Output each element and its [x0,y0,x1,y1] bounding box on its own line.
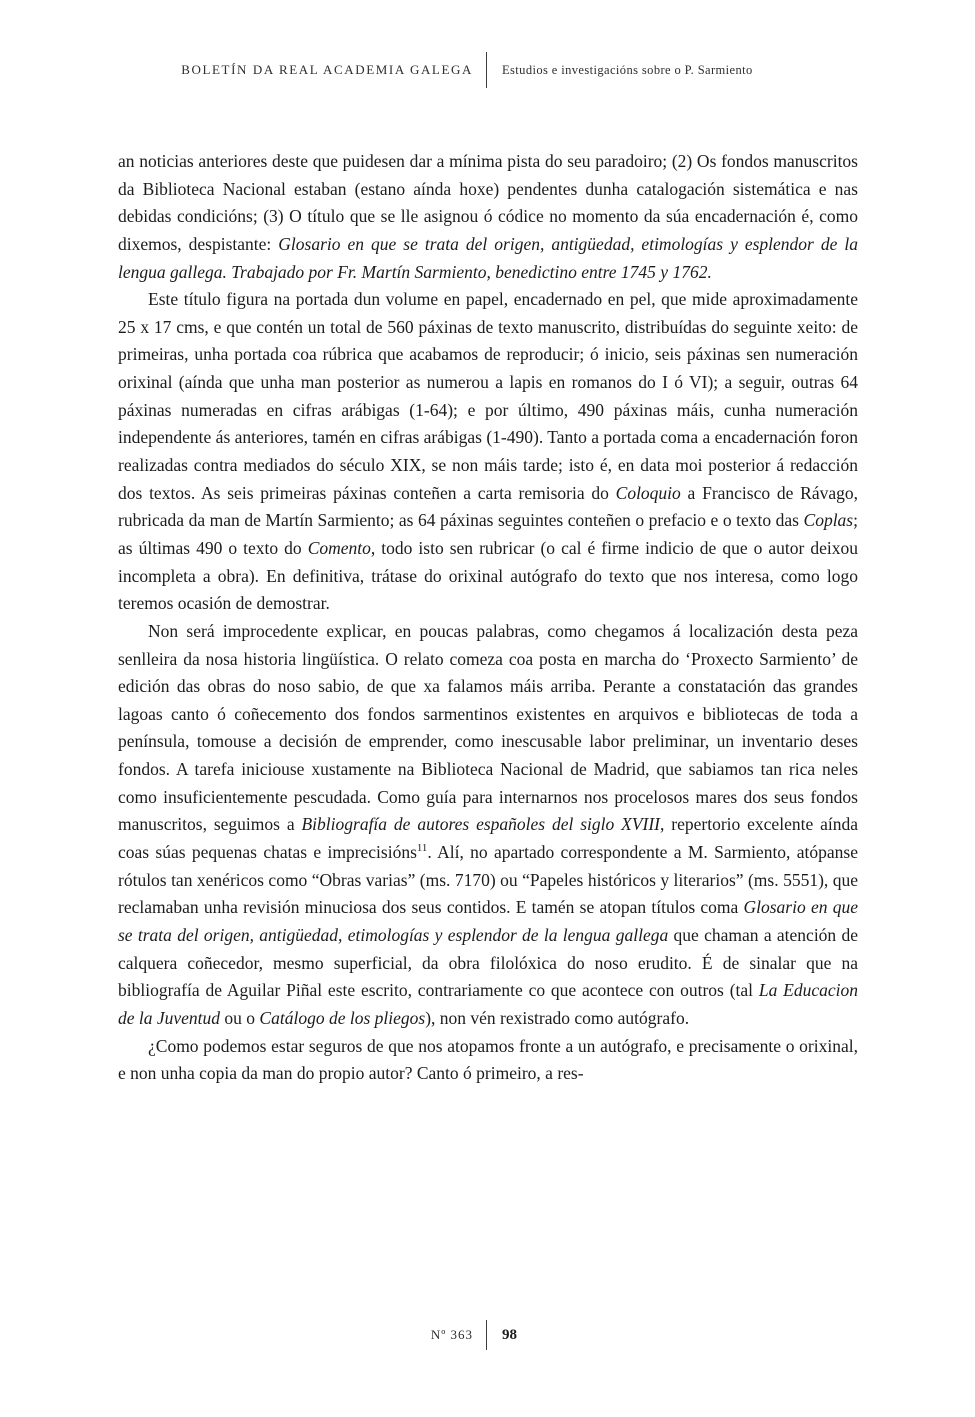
text-run: Non será improcedente explicar, en poucas palabras, como chegamos á localización desta peza senlleira da nosa historia lingüística. O relato comeza coa posta en marcha do ‘Proxecto Sarmiento’ de edición das obras do noso sabio, de que xa falamos máis arriba. Perante a constatación das grandes lagoas canto ó coñecemento dos fondos sarmentinos existentes en arquivos e bibliotecas de toda a península, tomouse a decisión de emprender, como inescusable labor preliminar, un inventario deses fondos. A tarefa iniciouse xustamente na Biblioteca Nacional de Madrid, que sabiamos tan rica neles como insuficientemente pescudada. Como guía para internarnos nos procelosos mares dos seus fondos manuscritos, seguimos a [118,620,858,835]
section-title: Estudios e investigacións sobre o P. Sarmiento [502,62,753,77]
paragraph [118,148,858,286]
italic-run: Comento [307,537,371,558]
text-run: que chaman a atención de calquera coñecedor, mesmo superficial, da obra filolóxica do noso erudito. É de sinalar que na bibliografía de Aguilar Piñal este escrito, contrariamente co que acontece con outros (tal [118,924,858,1001]
text-run: ¿Como podemos estar seguros de que nos atopamos fronte a un autógrafo, e precisamente o orixinal, e non unha copia da man do propio autor? Canto ó primeiro, a res- [118,1035,858,1084]
text-run: . Alí, no apartado correspondente a M. Sarmiento, atópanse rótulos tan xenéricos como “Obras varias” (ms. 7170) ou “Papeles históricos y literarios” (ms. 5551), que reclamaban unha revisión minuciosa dos seus contidos. E tamén se atopan títulos coma [118,842,858,918]
body-text [118,148,858,1088]
text-run: , todo isto sen rubricar (o cal é firme indicio de que o autor deixou incompleta a obra). En definitiva, trátase do orixinal autógrafo do texto que nos interesa, como logo teremos ocasión de demostrar. [118,537,858,614]
italic-run: La Educacion de la Juventud [118,980,858,1028]
italic-run: Glosario en que se trata del origen, antigüedad, etimologías y esplendor de la lengua gallega [118,897,858,945]
italic-run: Catálogo de los pliegos [259,1007,426,1028]
text-run: ; as últimas 490 o texto do [118,510,858,558]
italic-run: Glosario en que se trata del origen, antigüedad, etimologías y esplendor de la lengua gallega. Trabajado por Fr. Martín Sarmiento, benedictino entre 1745 y 1762. [118,233,858,282]
issue-number: Nº 363 [430,1327,473,1342]
journal-title: BOLETÍN DA REAL ACADEMIA GALEGA [181,62,473,77]
italic-run: Bibliografía de autores españoles del siglo XVIII [301,814,661,835]
footnote-reference: 11 [416,842,428,855]
text-run: Este título figura na portada dun volume en papel, encadernado en pel, que mide aproximadamente 25 x 17 cms, e que contén un total de 560 páxinas de texto manuscrito, distribuídas do seguinte xeito: de primeiras, unha portada coa rúbrica que acabamos de reproducir; ó inicio, seis páxinas sen numeración orixinal (aínda que unha man posterior as numerou a lapis en romanos do I ó VI); a seguir, outras 64 páxinas numeradas en cifras arábigas (1-64); e por último, 490 páxinas máis, cunha numeración independente ás anteriores, tamén en cifras arábigas (1-490). Tanto a portada coma a encadernación foron realizadas contra mediados do século XIX, se non máis tarde; isto é, en data moi posterior á redacción dos textos. As seis primeiras páxinas conteñen a carta remisoria do [118,289,858,503]
text-run: ), non vén rexistrado como autógrafo. [425,1007,690,1028]
page-header [0,52,975,88]
page-number: 98 [502,1326,517,1343]
text-run: an noticias anteriores deste que puidesen dar a mínima pista do seu paradoiro; (2) Os fondos manuscritos da Biblioteca Nacional estaban (estano aínda hoxe) pendentes dunha catalogación sistemática e nas debidas condicións; (3) O título que se lle asignou ó códice no momento da súa encadernación é, como dixemos, despistante: [118,151,858,254]
page-footer [0,1320,975,1350]
italic-run: Coplas [803,510,854,531]
paragraph [118,618,858,1033]
text-run: ou o [220,1007,260,1028]
italic-run: Coloquio [615,482,681,503]
text-run: a Francisco de Rávago, rubricada da man de Martín Sarmiento; as 64 páxinas seguintes conteñen o prefacio e o texto das [118,482,858,531]
paragraph [118,286,858,618]
paragraph [118,1033,858,1088]
text-run: , repertorio excelente aínda coas súas pequenas chatas e imprecisións [118,814,858,863]
